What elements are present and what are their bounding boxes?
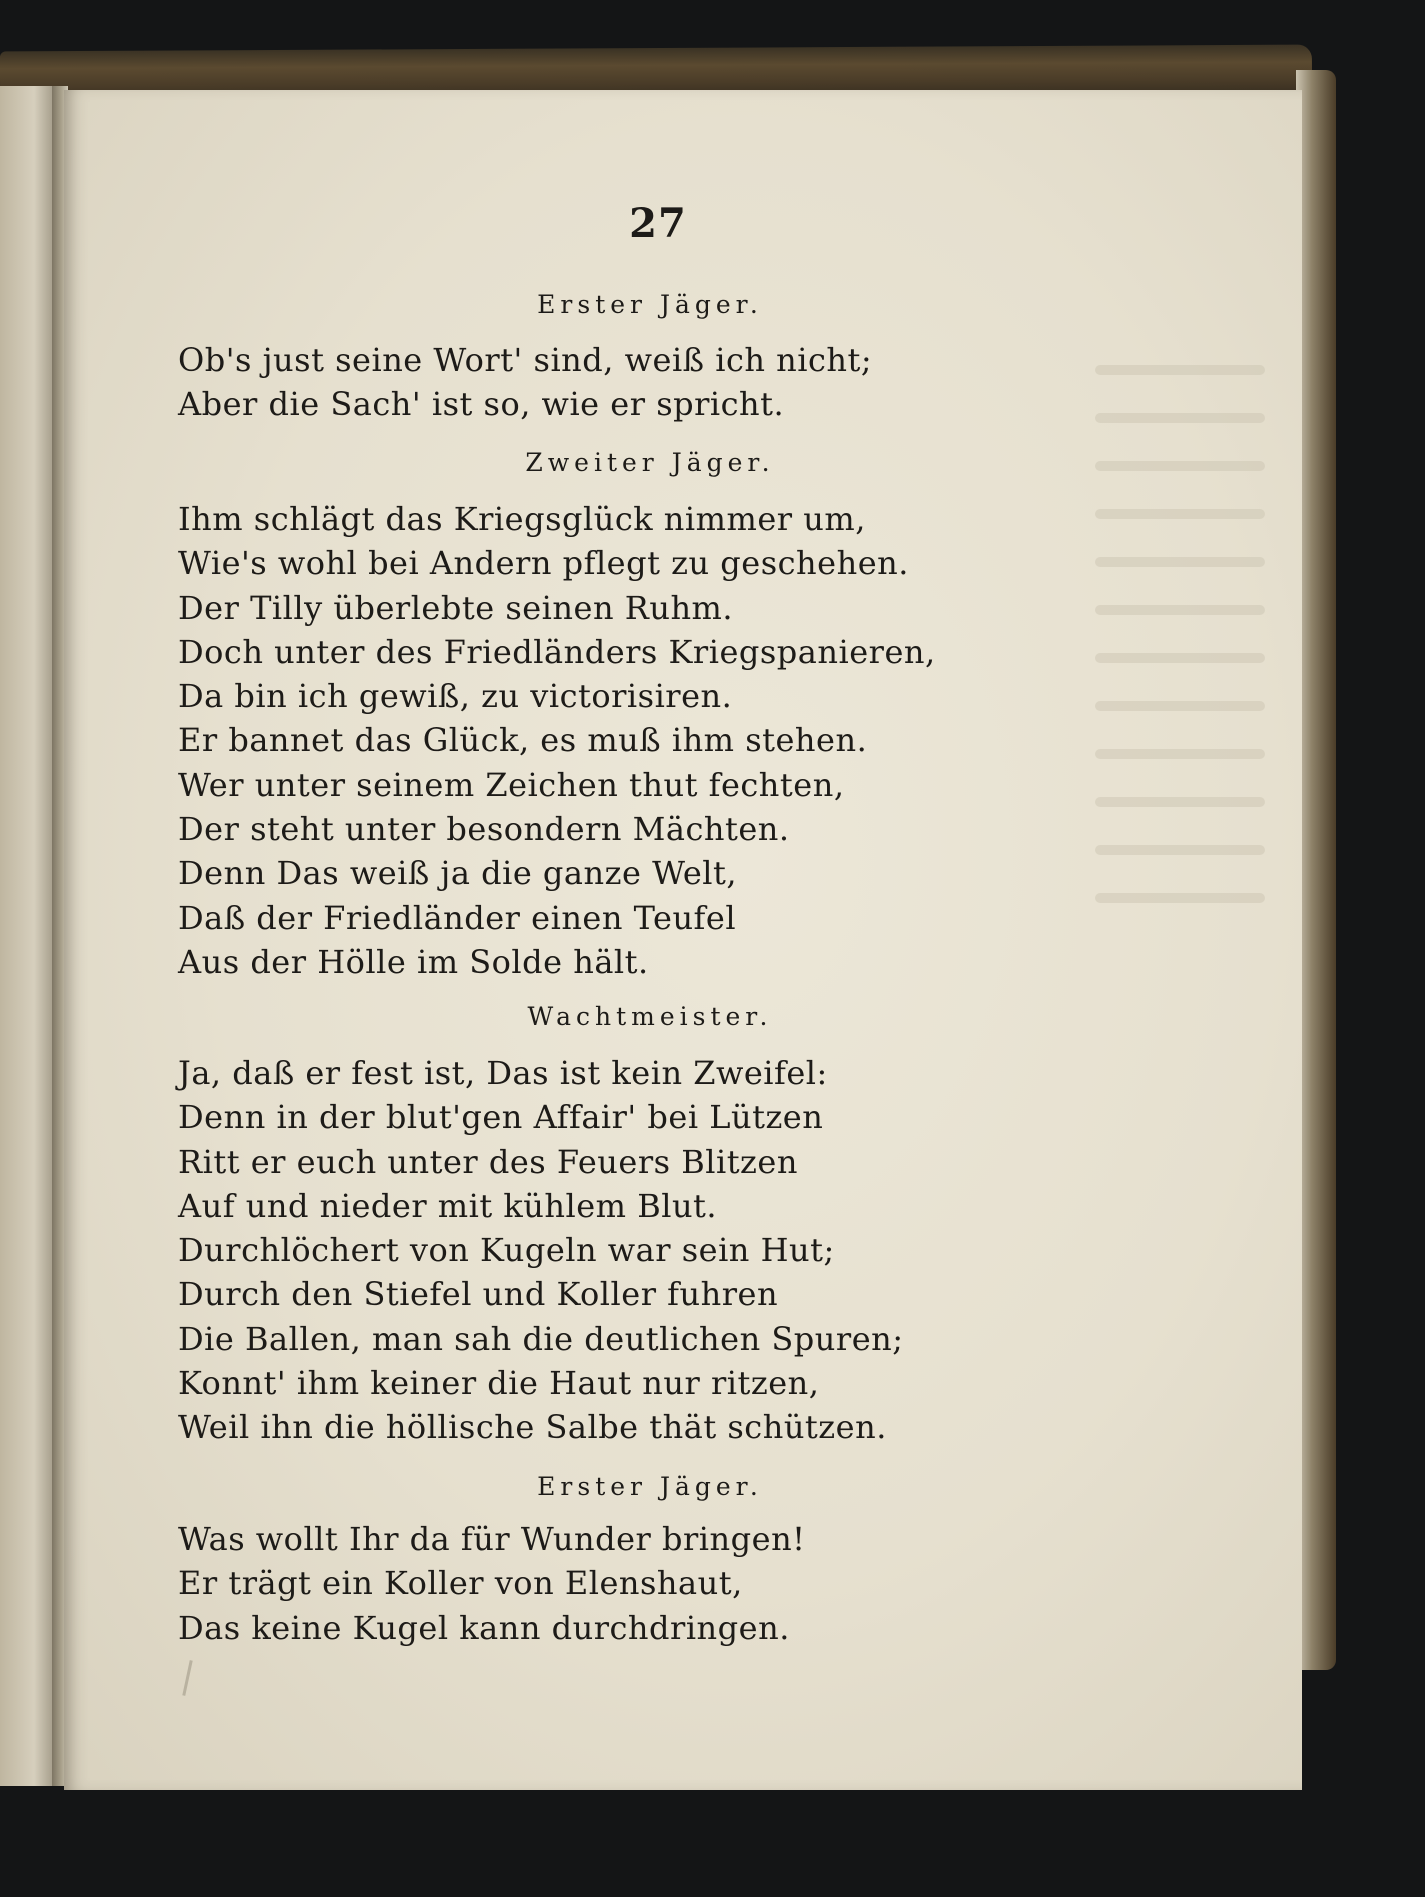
- speaker-heading: Zweiter Jäger.: [525, 448, 775, 477]
- verse-line: Denn in der blut'gen Affair' bei Lützen: [178, 1098, 824, 1137]
- speaker-heading: Erster Jäger.: [537, 1472, 763, 1501]
- verse-line: Die Ballen, man sah die deutlichen Spuren;: [178, 1319, 904, 1358]
- verse-line: Wer unter seinem Zeichen thut fechten,: [178, 765, 845, 804]
- verse-line: Weil ihn die höllische Salbe thät schützen.: [178, 1408, 887, 1447]
- verse-line: Das keine Kugel kann durchdringen.: [178, 1608, 790, 1647]
- verse-line: Auf und nieder mit kühlem Blut.: [178, 1186, 718, 1225]
- verse-line: Ritt er euch unter des Feuers Blitzen: [178, 1142, 798, 1181]
- verse-line: Ob's just seine Wort' sind, weiß ich nicht;: [178, 341, 873, 379]
- verse-line: Durch den Stiefel und Koller fuhren: [178, 1275, 779, 1314]
- verse-line: Er bannet das Glück, es muß ihm stehen.: [178, 721, 868, 760]
- speaker-heading: Erster Jäger.: [537, 290, 763, 319]
- verse-line: Konnt' ihm keiner die Haut nur ritzen,: [178, 1364, 820, 1403]
- verse-line: Ja, daß er fest ist, Das ist kein Zweifel:: [178, 1054, 828, 1092]
- verse-block: [178, 338, 872, 427]
- verse-block: [178, 1051, 904, 1450]
- pencil-mark: [182, 1660, 192, 1696]
- verse-line: Der steht unter besondern Mächten.: [178, 810, 790, 849]
- verse-line: Denn Das weiß ja die ganze Welt,: [178, 854, 738, 893]
- verse-line: Doch unter des Friedländers Kriegspanieren,: [178, 632, 936, 671]
- verse-block: [178, 1517, 806, 1650]
- verse-line: Ihm schlägt das Kriegsglück nimmer um,: [178, 500, 866, 538]
- verse-line: Was wollt Ihr da für Wunder bringen!: [178, 1520, 806, 1558]
- page-number: 27: [629, 200, 687, 247]
- verse-line: Daß der Friedländer einen Teufel: [178, 898, 737, 937]
- verse-line: Aus der Hölle im Solde hält.: [178, 942, 649, 981]
- verse-line: Er trägt ein Koller von Elenshaut,: [178, 1564, 743, 1603]
- verse-line: Aber die Sach' ist so, wie er spricht.: [178, 385, 785, 424]
- verse-line: Der Tilly überlebte seinen Ruhm.: [178, 588, 734, 627]
- verse-block: [178, 497, 936, 984]
- verse-line: Durchlöchert von Kugeln war sein Hut;: [178, 1231, 835, 1270]
- verse-line: Da bin ich gewiß, zu victorisiren.: [178, 677, 733, 716]
- speaker-heading: Wachtmeister.: [527, 1002, 773, 1031]
- verse-line: Wie's wohl bei Andern pflegt zu geschehen.: [178, 544, 909, 583]
